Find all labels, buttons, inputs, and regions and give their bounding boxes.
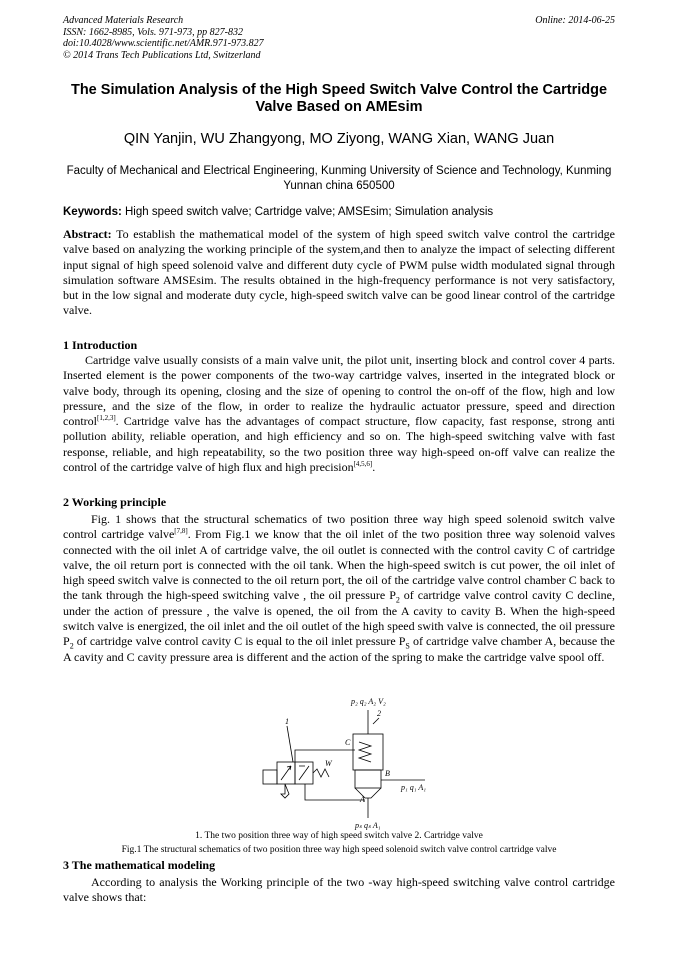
subscript: S bbox=[405, 641, 410, 651]
figure-caption-legend: 1. The two position three way of high speed switch valve 2. Cartridge valve bbox=[195, 831, 483, 841]
label-inlet-params: pₛ qₛ A₁ bbox=[355, 821, 381, 830]
spring-symbol bbox=[313, 769, 329, 777]
work-text-4: of cartridge valve control cavity C is equal to the oil inlet pressure P bbox=[73, 634, 406, 649]
journal-doi[interactable]: doi:10.4028/www.scientific.net/AMR.971-973.827 bbox=[63, 38, 264, 49]
flow-arrow bbox=[299, 766, 309, 780]
label-port-b: B bbox=[385, 769, 390, 778]
work-text-1: Fig. 1 shows that the structural schematics of two position three way high speed solenoid switch valve control cartridge valve bbox=[63, 512, 615, 542]
introduction-paragraph bbox=[63, 353, 615, 475]
label-port-a: A bbox=[360, 795, 365, 804]
paper-authors: QIN Yanjin, WU Zhangyong, MO Ziyong, WANG Xian, WANG Juan bbox=[123, 131, 555, 147]
abstract-label: Abstract: bbox=[63, 227, 112, 241]
solenoid-coil bbox=[263, 770, 277, 784]
work-text-3: of cartridge valve control cavity C decline, under the action of pressure , the valve is opened, the oil from the A cavity to cavity B. When the high-speed switch valve is energized, the oil inlet and the oil outlet of the high speed swith valve is connected, the oil pressure P bbox=[63, 588, 615, 649]
leader-line bbox=[373, 718, 379, 724]
working-principle-paragraph bbox=[63, 512, 615, 665]
leader-line bbox=[287, 726, 293, 762]
flow-arrow bbox=[281, 766, 291, 780]
work-text-5: of cartridge valve chamber A, because the A cavity and C cavity pressure area is different and the action of the spring to make the cartridge valve spool off. bbox=[63, 634, 615, 664]
keywords-text: High speed switch valve; Cartridge valve; AMSEsim; Simulation analysis bbox=[121, 206, 494, 218]
subscript: 2 bbox=[69, 641, 74, 651]
abstract-text: To establish the mathematical model of the system of high speed switch valve control the cartridge valve based on analyzing the working principle of the system,and then to analyze the impact of selecting different input signal of high speed solenoid valve and different duty cycle of PWM pulse width modulated signal through simulation software AMSEsim. The results obtained in the high-frequency performance is not very satisfactory, but in the low signal and moderate duty cycle, high-speed switch valve can be good linear control of the cartridge valve. bbox=[63, 227, 615, 318]
citation-ref[interactable]: [4,5,6] bbox=[353, 460, 373, 469]
work-text-2: . From Fig.1 we know that the oil inlet of the two position three way solenoid valves connected with the oil inlet A of cartridge valve, the oil outlet is connected with the control cavity C of cartridge valve, the oil return port is connected with the oil tank. When the high-speed switch is cut power, the oil inlet of high speed switch valve is connected to the oil return port, the oil of the cartridge valve control chamber C back to the tank through the high-speed switching valve , the oil pressure P bbox=[63, 527, 615, 603]
journal-name: Advanced Materials Research bbox=[63, 15, 184, 26]
section-heading-mathematical-modeling: 3 The mathematical modeling bbox=[63, 858, 216, 872]
cartridge-seat bbox=[355, 788, 381, 798]
intro-text-2: . Cartridge valve has the advantages of compact structure, flow capacity, fast response, strong anti pollution ability, reliable operation, and high efficiency and so on. The high-speed switching valve with fast response, reliable, and high repeatability, so the two position three way high-speed on-off valve can realize the control of the cartridge valve of high flux and high precision bbox=[63, 414, 615, 475]
label-component-2: 2 bbox=[377, 709, 381, 718]
cartridge-control-chamber bbox=[353, 734, 383, 770]
keywords-label: Keywords: bbox=[63, 206, 122, 218]
keywords bbox=[63, 206, 615, 218]
label-top-params: p₂ q₂ A₂ V₂ bbox=[351, 697, 386, 706]
journal-header bbox=[63, 15, 264, 61]
cartridge-spring bbox=[359, 742, 371, 762]
intro-text-1: Cartridge valve usually consists of a main valve unit, the pilot unit, inserting block and control cover 4 parts. Inserted element is the power components of the two-way cartridge valves, inserted in the integrated block or valve body, through its opening, closing and the size of opening to control the on-off of the flow, high and low pressure, and the size of the flow, in order to realize the hydraulic actuator pressure, speed and direction control bbox=[63, 353, 615, 429]
paper-affiliation: Faculty of Mechanical and Electrical Engineering, Kunming University of Science and Technology, Kunming Yunnan china 650500 bbox=[66, 165, 612, 192]
section-heading-introduction: 1 Introduction bbox=[63, 338, 138, 352]
cartridge-spool bbox=[355, 770, 381, 788]
journal-copyright: © 2014 Trans Tech Publications Ltd, Switzerland bbox=[63, 49, 261, 61]
mathematical-modeling-paragraph: According to analysis the Working principle of the two -way high-speed switching valve control cartridge valve shows that: bbox=[63, 875, 615, 905]
citation-ref[interactable]: [7,8] bbox=[174, 527, 188, 536]
figure-caption: Fig.1 The structural schematics of two position three way high speed solenoid switch valve control cartridge valve bbox=[121, 845, 557, 855]
citation-ref[interactable]: [1,2,3] bbox=[97, 414, 116, 423]
online-date: Online: 2014-06-25 bbox=[535, 15, 615, 26]
abstract bbox=[63, 227, 615, 319]
label-cavity-c: C bbox=[345, 738, 351, 747]
figure-1-schematic bbox=[255, 690, 455, 830]
tank-symbol bbox=[281, 784, 289, 798]
label-outlet-params: p₁ q₁ A₁ bbox=[401, 783, 427, 792]
section-heading-working-principle: 2 Working principle bbox=[63, 495, 167, 509]
intro-text-3: . bbox=[372, 460, 376, 475]
paper-title: The Simulation Analysis of the High Speed Switch Valve Control the Cartridge Valve Based on AMEsim bbox=[70, 82, 608, 115]
label-component-1: 1 bbox=[285, 717, 289, 726]
pipe-line bbox=[305, 784, 365, 800]
subscript: 2 bbox=[395, 595, 400, 605]
journal-issn: ISSN: 1662-8985, Vols. 971-973, pp 827-832 bbox=[63, 26, 243, 38]
label-spring-w: W bbox=[325, 759, 332, 768]
